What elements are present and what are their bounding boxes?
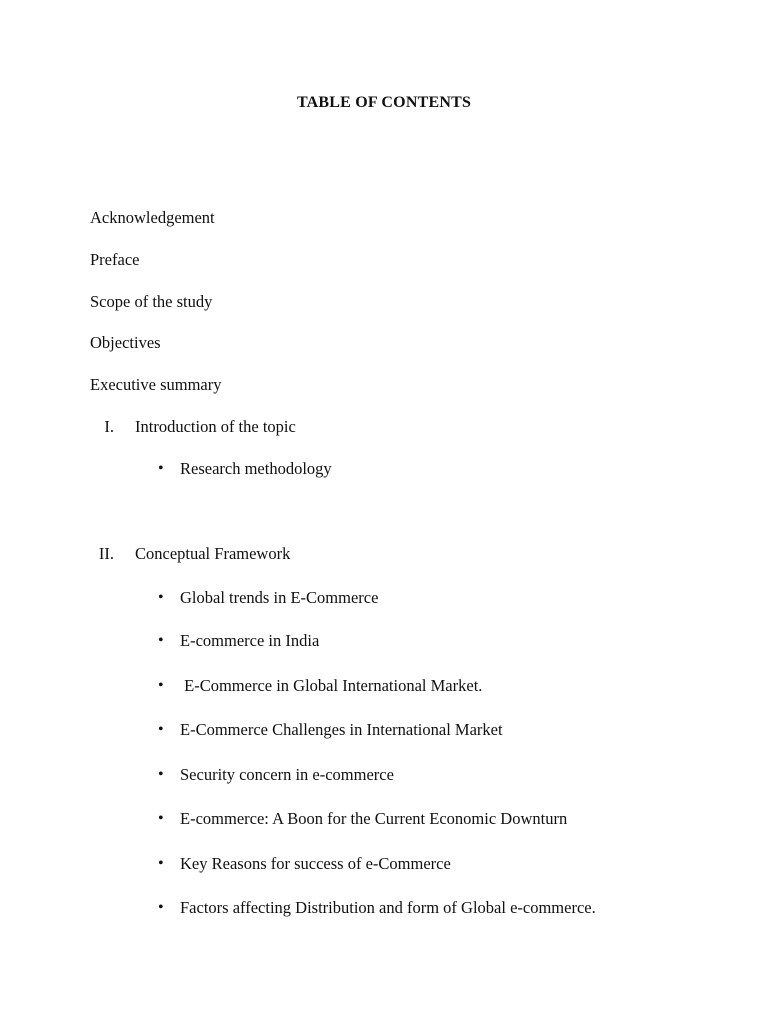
toc-subentry-boon: E-commerce: A Boon for the Current Economic Downturn (180, 809, 568, 828)
toc-entry-scope: Scope of the study (90, 292, 213, 311)
bullet-icon: • (158, 899, 164, 916)
bullet-icon: • (158, 766, 164, 783)
toc-subentry-global-trends: Global trends in E-Commerce (180, 588, 379, 607)
section-title-introduction: Introduction of the topic (135, 417, 296, 436)
toc-subentry-factors: Factors affecting Distribution and form of Global e-commerce. (180, 898, 596, 917)
bullet-icon: • (158, 677, 164, 694)
toc-entry-preface: Preface (90, 250, 140, 269)
bullet-icon: • (158, 855, 164, 872)
toc-entry-executive-summary: Executive summary (90, 375, 222, 394)
toc-subentry-ecommerce-india: E-commerce in India (180, 631, 320, 650)
toc-subentry-research-methodology: Research methodology (180, 459, 332, 478)
bullet-icon: • (158, 632, 164, 649)
section-title-conceptual-framework: Conceptual Framework (135, 544, 291, 563)
toc-subentry-key-reasons: Key Reasons for success of e-Commerce (180, 854, 451, 873)
page-title: TABLE OF CONTENTS (296, 94, 472, 111)
toc-subentry-security: Security concern in e-commerce (180, 765, 394, 784)
toc-subentry-global-international-market: E-Commerce in Global International Market. (180, 676, 483, 695)
section-numeral-1: I. (104, 417, 114, 436)
toc-entry-acknowledgement: Acknowledgement (90, 208, 215, 227)
toc-entry-objectives: Objectives (90, 333, 161, 352)
bullet-icon: • (158, 589, 164, 606)
bullet-icon: • (158, 460, 164, 477)
toc-subentry-challenges: E-Commerce Challenges in International Market (180, 720, 503, 739)
section-numeral-2: II. (98, 544, 114, 563)
bullet-icon: • (158, 721, 164, 738)
bullet-icon: • (158, 810, 164, 827)
